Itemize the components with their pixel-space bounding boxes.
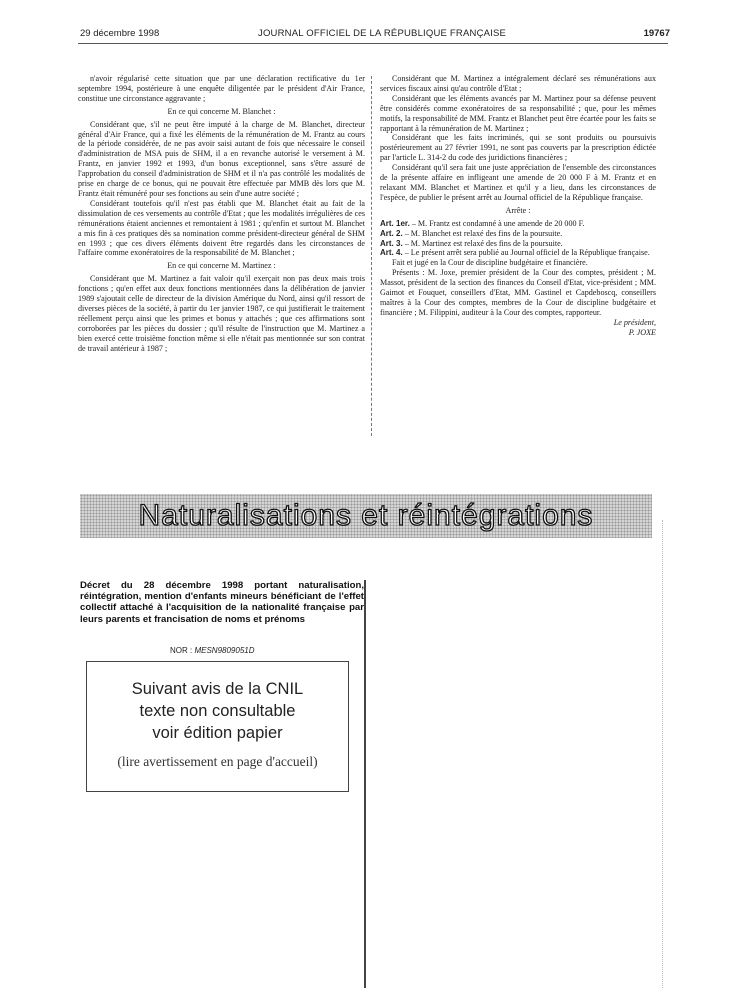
article-label: Art. 2. — [380, 228, 403, 238]
section-heading: En ce qui concerne M. Blanchet : — [167, 106, 276, 116]
header-date: 29 décembre 1998 — [80, 28, 160, 39]
article-label: Art. 1er. — [380, 218, 410, 228]
paragraph: Considérant que, s'il ne peut être imputé à la charge de M. Blanchet, directeur général d'Air France, qui a fixé les éléments de la rémunération de M. Frantz au cours de la période considérée, de ne pas avoir saisi autant de fois que nécessaire le conseil d'administration de MSA puis de SHM, il a en revanche autorisé le versement à M. Frantz, en janvier 1992 et 1993, d'un bonus exceptionnel, sans s'être assuré de l'approbation du conseil d'administration de SHM et il n'a pas contrôlé les modalités de prise en charge de ce bonus, qui ne pouvait être effectuée par MMB dès lors que M. Frantz était rémunéré pour ses fonctions au sein d'une autre société ; — [78, 119, 365, 198]
article-label: Art. 4. — [380, 248, 403, 258]
article — [380, 219, 656, 229]
page-header — [68, 22, 668, 44]
cnil-line-1: Suivant avis de la CNIL — [131, 680, 304, 698]
scan-edge — [662, 520, 663, 988]
section-banner — [80, 494, 652, 538]
signature-text: P. JOXE — [628, 327, 656, 337]
article-text: – M. Martinez est relaxé des fins de la poursuite. — [402, 238, 563, 248]
paragraph: Considérant que M. Martinez a intégralement déclaré ses rémunérations aux services fiscaux ainsi qu'au contrôle d'Etat ; — [380, 74, 656, 93]
paragraph: Présents : M. Joxe, premier président de la Cour des comptes, président ; M. Massot, président de la section des finances du Conseil d'Etat, vice-président ; MM. Gaimot et Fouquet, conseillers d'Etat, MM. Gastinel et Capdeboscq, conseillers maîtres à la Cour des comptes, membres de la Cour de discipline budgétaire et financière ; M. Filippini, auditeur à la Cour des comptes, rapporteur. — [380, 268, 656, 317]
section-title: Naturalisations et réintégrations — [138, 499, 594, 532]
column-separator — [371, 76, 372, 436]
article-text: – Le présent arrêt sera publié au Journal officiel de la République française. — [402, 248, 650, 258]
paragraph: Considérant qu'il sera fait une juste appréciation de l'ensemble des circonstances de la présente affaire en infligeant une amende de 20 000 F à M. Frantz et en relaxant MM. Blanchet et Martinez et qu'il y a lieu, dans les circonstances de l'espèce, de publier le présent arrêt au Journal officiel de la République française. — [380, 163, 656, 202]
left-text-column — [78, 74, 365, 353]
journal-title: JOURNAL OFFICIEL DE LA RÉPUBLIQUE FRANÇAISE — [258, 28, 507, 39]
article — [380, 239, 656, 249]
paragraph: n'avoir régularisé cette situation que par une déclaration rectificative du 1er septembre 1994, postérieure à une enquête diligentée par le président d'Air France, constitue une circonstance aggravante ; — [78, 74, 365, 103]
paragraph: Considérant que les éléments avancés par M. Martinez pour sa défense peuvent être considérés comme exonératoires de sa responsabilité ; que, pour les mêmes motifs, la responsabilité de MM. Frantz et Blanchet peut être écartée pour les faits se rapportant à la rémunération de M. Martinez ; — [380, 93, 656, 133]
paragraph: Considérant toutefois qu'il n'est pas établi que M. Blanchet était au fait de la dissimulation de ces versements au contrôle d'Etat ; que les modalités irrégulières de ces rémunérations étaient anciennes et remontaient à 1981 ; qu'enfin et surtout M. Blanchet a mis fin à ces pratiques dès sa nomination comme président-directeur général de SHM en 1993 ; que ces divers éléments doivent être regardés dans les circonstances de l'affaire comme exonératoires de la responsabilité de M. Blanchet ; — [78, 198, 365, 258]
article — [380, 229, 656, 239]
column-rule — [364, 580, 366, 988]
cnil-notice-box — [86, 661, 349, 792]
nor-reference — [170, 646, 255, 655]
section-heading: Arrête : — [505, 205, 531, 215]
article — [380, 248, 656, 258]
article-text: – M. Frantz est condamné à une amende de 20 000 F. — [409, 218, 585, 228]
article-label: Art. 3. — [380, 238, 403, 248]
signature-line — [380, 328, 656, 338]
cnil-line-2: texte non consultable — [139, 702, 296, 720]
header-rule — [78, 43, 668, 44]
section-heading: En ce qui concerne M. Martinez : — [167, 261, 276, 271]
signature-line — [380, 318, 656, 328]
article-text: – M. Blanchet est relaxé des fins de la poursuite. — [402, 228, 563, 238]
cnil-note: (lire avertissement en page d'accueil) — [117, 754, 318, 769]
paragraph: Considérant que M. Martinez a fait valoir qu'il exerçait non pas deux mais trois fonctions ; qu'en effet aux deux fonctions mentionnées dans la délibération de janvier 1989 s'ajoutait celle de directeur de la division Amérique du Nord, ainsi qu'il ressort de diverses pièces de la société, à partir du 1er janvier 1987, ce qui justifierait le traitement réellement perçu ainsi que les primes et bonus y attachés ; que ces affirmations sont corroborées par les pièces du dossier ; qu'il résulte de l'instruction que M. Martinez a bien exercé cette troisième fonction même si elle n'était pas mentionnée sur son contrat de travail antérieur à 1987 ; — [78, 274, 365, 353]
page-number: 19767 — [643, 28, 670, 39]
nor-code: MESN9809051D — [194, 646, 255, 655]
paragraph: Fait et jugé en la Cour de discipline budgétaire et financière. — [392, 258, 588, 268]
nor-label: NOR : — [170, 646, 193, 655]
right-text-column — [380, 74, 656, 338]
cnil-line-3: voir édition papier — [152, 724, 283, 742]
paragraph: Considérant que les faits incriminés, qui se sont produits ou poursuivis postérieurement au 27 février 1991, ne sont pas couverts par la prescription édictée par l'article L. 314-2 du code des juridictions financières ; — [380, 133, 656, 163]
signature-text: Le président, — [613, 317, 656, 327]
decree-title: Décret du 28 décembre 1998 portant naturalisation, réintégration, mention d'enfants mineurs bénéficiant de l'effet collectif attaché à l'acquisition de la nationalité française par leurs parents et francisation de noms et prénoms — [80, 580, 364, 625]
